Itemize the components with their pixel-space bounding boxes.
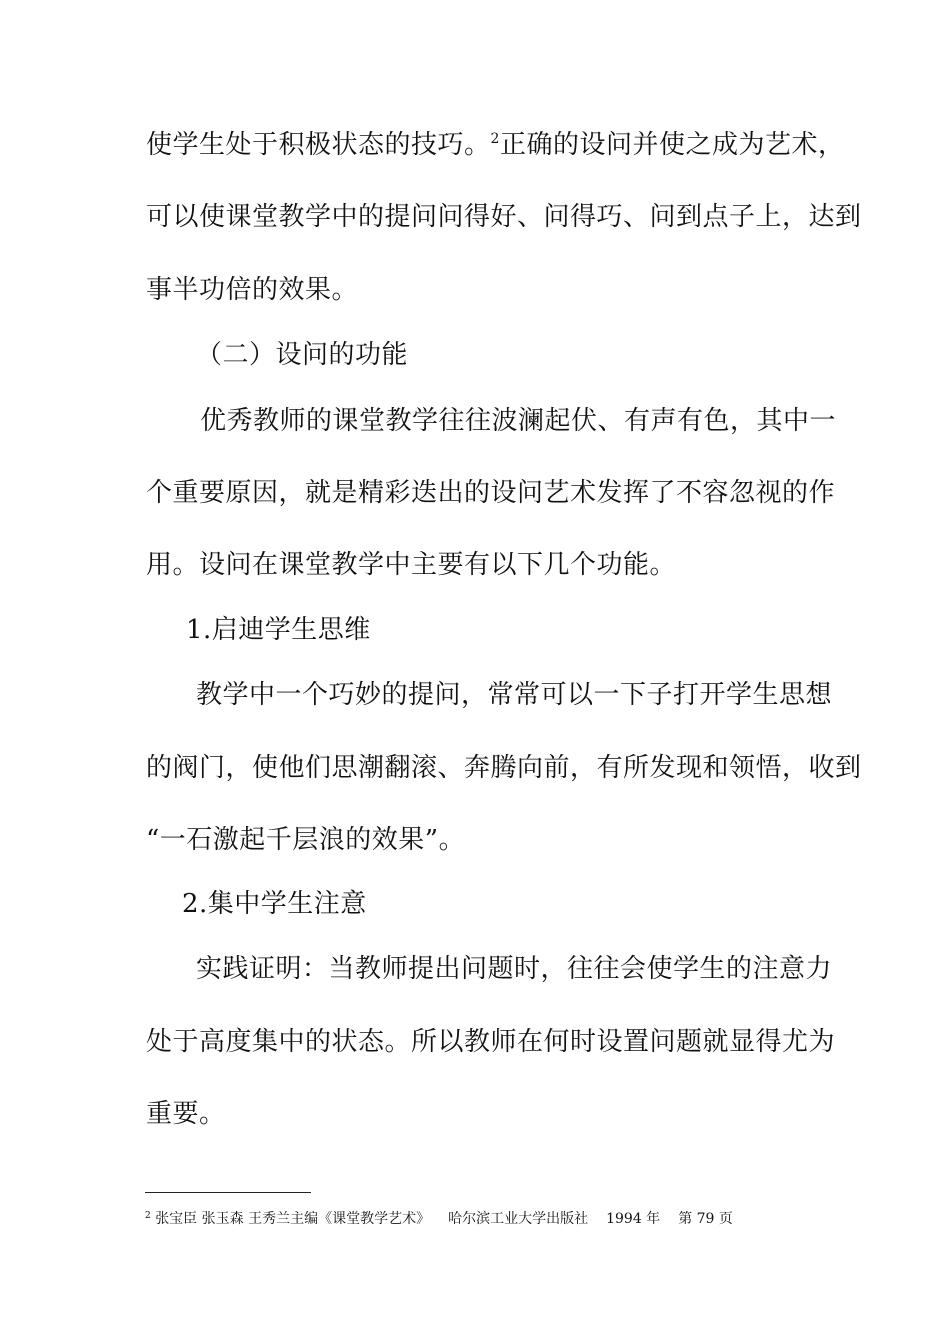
body-line-11: “一石激起千层浪的效果”。	[146, 825, 466, 855]
section-heading: （二）设问的功能	[196, 340, 409, 370]
body-line-15: 重要。	[146, 1099, 226, 1129]
footnote-authors: 张宝臣 张玉森 王秀兰主编《课堂教学艺术》	[155, 1211, 431, 1227]
footnote-year: 1994 年	[606, 1211, 661, 1227]
footnote-reference[interactable]: 2	[490, 131, 500, 147]
paragraph-start-line: 优秀教师的课堂教学往往波澜起伏、有声有色，其中一	[200, 406, 837, 436]
body-line-14: 处于高度集中的状态。所以教师在何时设置问题就显得尤为	[146, 1027, 836, 1057]
footnote-marker: 2	[145, 1211, 151, 1221]
subheading-2: 2.集中学生注意	[182, 889, 367, 919]
body-line-1-pre: 使学生处于积极状态的技巧。	[146, 130, 491, 160]
paragraph-start-line: 实践证明：当教师提出问题时，往往会使学生的注意力	[196, 954, 833, 984]
body-line-3: 事半功倍的效果。	[146, 275, 359, 305]
footnote-page: 第 79 页	[678, 1211, 733, 1227]
footnote-separator	[145, 1192, 311, 1193]
body-line-2: 可以使课堂教学中的提问问得好、问得巧、问到点子上，达到	[146, 202, 862, 232]
body-line-1	[146, 128, 844, 162]
body-line-7: 用。设问在课堂教学中主要有以下几个功能。	[146, 550, 677, 580]
footnote-publisher: 哈尔滨工业大学出版社	[448, 1211, 589, 1227]
subheading-1: 1.启迪学生思维	[186, 615, 371, 645]
footnote	[145, 1210, 733, 1228]
body-line-1-post: 正确的设问并使之成为艺术，	[499, 130, 845, 160]
body-line-6: 个重要原因，就是精彩迭出的设问艺术发挥了不容忽视的作	[146, 478, 836, 508]
paragraph-start-line: 教学中一个巧妙的提问，常常可以一下子打开学生思想	[196, 680, 833, 710]
body-line-10: 的阀门，使他们思潮翻滚、奔腾向前，有所发现和领悟，收到	[146, 753, 862, 783]
